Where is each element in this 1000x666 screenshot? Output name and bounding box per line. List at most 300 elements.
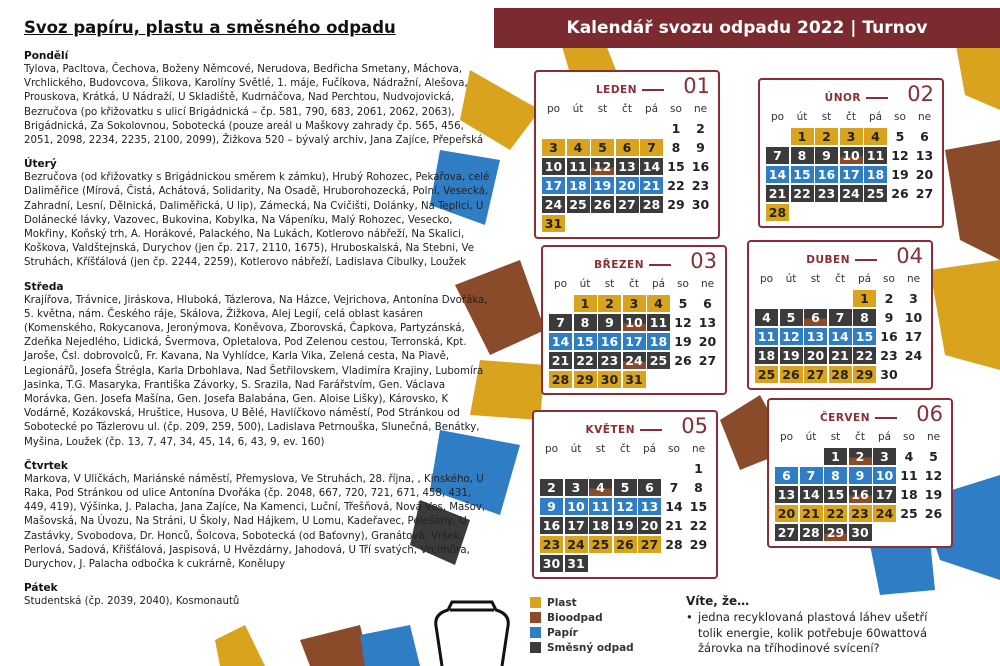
day-cell: 20 (638, 517, 661, 534)
day-cell: 11 (864, 147, 887, 164)
weekday-label: út (785, 273, 797, 285)
month-number: 01 (683, 74, 710, 98)
day-cell: 31 (565, 555, 588, 572)
day-cell: 20 (775, 505, 798, 522)
empty-cell (540, 459, 563, 478)
day-name: Čtvrtek (24, 459, 68, 472)
day-cell: 19 (891, 167, 909, 182)
day-cell: 7 (669, 480, 679, 495)
weekday-label: ne (691, 443, 706, 455)
day-cell: 6 (638, 479, 661, 496)
day-cell: 3 (623, 295, 646, 312)
day-cell: 19 (780, 347, 803, 364)
day-block-monday (24, 49, 494, 148)
weekday-label: so (677, 278, 689, 290)
calendar-grid (540, 440, 710, 573)
empty-cell (589, 459, 612, 478)
empty-cell (542, 119, 565, 138)
empty-cell (766, 127, 789, 146)
weekday-label: so (894, 111, 906, 123)
calendar-grid (542, 100, 712, 233)
day-cell: 3 (873, 448, 896, 465)
day-cell: 5 (780, 309, 803, 326)
day-cell: 4 (904, 449, 914, 464)
weekday-label: út (579, 278, 591, 290)
day-cell: 30 (540, 555, 563, 572)
day-cell: 11 (755, 328, 778, 345)
day-cell: 10 (542, 158, 565, 175)
day-cell: 25 (647, 352, 670, 369)
day-cell: 19 (614, 517, 637, 534)
day-cell: 26 (614, 536, 637, 553)
empty-cell (616, 119, 639, 138)
day-cell: 26 (780, 366, 803, 383)
legend-label: Směsný odpad (547, 641, 634, 654)
day-cell: 25 (755, 366, 778, 383)
day-cell: 6 (804, 309, 827, 326)
month-number: 05 (681, 414, 708, 438)
day-cell: 3 (840, 128, 863, 145)
day-cell: 24 (840, 185, 863, 202)
calendar-banner-title: Kalendář svozu odpadu 2022 | Turnov (494, 8, 1000, 48)
day-cell: 24 (623, 352, 646, 369)
weekday-label: st (830, 431, 841, 443)
weekday-label: po (770, 111, 785, 123)
day-cell: 11 (647, 314, 670, 331)
calendar-grid (766, 108, 936, 222)
day-cell: 19 (591, 177, 614, 194)
day-cell: 25 (864, 185, 887, 202)
empty-cell (567, 119, 590, 138)
day-cell: 26 (674, 353, 692, 368)
weekday-label: čt (855, 431, 865, 443)
day-cell: 28 (800, 524, 823, 541)
day-cell: 13 (804, 328, 827, 345)
day-cell: 12 (614, 498, 637, 515)
weekday-label: po (759, 273, 774, 285)
day-cell: 15 (824, 486, 847, 503)
day-cell: 28 (640, 196, 663, 213)
day-cell: 22 (791, 185, 814, 202)
legend-swatch (530, 612, 541, 623)
calendar-header (766, 84, 936, 108)
day-cell: 21 (665, 518, 683, 533)
day-cell: 17 (840, 166, 863, 183)
day-cell: 6 (920, 129, 929, 144)
day-cell: 26 (891, 186, 909, 201)
day-cell: 13 (775, 486, 798, 503)
weekday-label: pá (651, 278, 666, 290)
empty-cell (614, 459, 637, 478)
calendar-header (755, 246, 925, 270)
legend-item-bioodpad (530, 610, 634, 625)
day-cell: 23 (540, 536, 563, 553)
month-number: 03 (690, 249, 717, 273)
day-streets: Markova, V Uličkách, Mariánské náměstí, Přemyslova, Ve Struhách, 28. října, , Kinského, U Raka, Pod Stránkou od ulice Antonína Dvořáka (čp. 2048, 667, 720, 721, 671, 458, 431, 449, 419), Výšinka, J. Palacha, Jana Zajíce, Na Kamenci, Luční, Třešňová, Nová Ves, Mašov, Mašovská, Na Úvozu, Na Stráni, U Školy, Nad Hájkem, U Lomu, Kadeřavec, Pelešany, U Zastávky, Svobodova, Dr. Honců, Šolcova, Sobotecká (od Baťovny), Granátová, Vršek, Perlová, Sadová, Křišťálová, Jaspisová, U Hvězdárny, Jahodová, U Tří svatých, Vrchhůra, Durychov, J. Palacha odbočka k cukrárně, Konělupy (24, 473, 486, 571)
day-cell: 14 (766, 166, 789, 183)
day-cell: 16 (815, 166, 838, 183)
calendar-header (549, 251, 719, 275)
day-cell: 27 (698, 353, 717, 368)
day-cell: 1 (791, 128, 814, 145)
day-cell: 16 (598, 333, 621, 350)
weekday-label: so (903, 431, 915, 443)
day-block-tuesday (24, 157, 494, 270)
day-cell: 20 (698, 334, 717, 349)
day-cell: 18 (900, 487, 918, 502)
shape-brown-4 (300, 625, 370, 666)
street-list (24, 18, 494, 619)
day-cell: 28 (766, 204, 789, 221)
weekday-label: čt (846, 111, 856, 123)
day-cell: 8 (791, 147, 814, 164)
shape-mustard-5 (930, 260, 1000, 370)
day-cell: 9 (815, 147, 838, 164)
calendar-grid (775, 428, 945, 542)
day-cell: 27 (775, 524, 798, 541)
day-cell: 7 (549, 314, 572, 331)
legend-label: Papír (547, 626, 578, 639)
day-cell: 21 (766, 185, 789, 202)
day-cell: 11 (900, 468, 918, 483)
weekday-label: pá (868, 111, 883, 123)
day-cell: 23 (815, 185, 838, 202)
calendar-march (541, 245, 727, 395)
day-cell: 1 (574, 295, 597, 312)
day-cell: 16 (540, 517, 563, 534)
month-name: BŘEZEN (594, 259, 671, 271)
day-cell: 12 (924, 468, 943, 483)
weekday-label: po (779, 431, 794, 443)
legend-swatch (530, 597, 541, 608)
empty-cell (829, 289, 852, 308)
day-cell: 20 (804, 347, 827, 364)
day-cell: 8 (853, 309, 876, 326)
day-cell: 23 (691, 178, 710, 193)
day-cell: 24 (873, 505, 896, 522)
day-cell: 14 (800, 486, 823, 503)
calendar-grid (755, 270, 925, 384)
day-cell: 21 (800, 505, 823, 522)
day-cell: 30 (849, 524, 872, 541)
day-cell: 16 (880, 329, 898, 344)
calendar-header (775, 404, 945, 428)
weekday-label: po (553, 278, 568, 290)
day-cell: 22 (574, 352, 597, 369)
calendar-grid (549, 275, 719, 389)
day-cell: 14 (665, 499, 683, 514)
day-cell: 1 (824, 448, 847, 465)
day-cell: 26 (591, 196, 614, 213)
weekday-label: po (546, 103, 561, 115)
day-cell: 31 (623, 371, 646, 388)
day-name: Úterý (24, 158, 57, 171)
weekday-label: út (805, 431, 817, 443)
day-streets: Studentská (čp. 2039, 2040), Kosmonautů (24, 596, 240, 608)
day-cell: 9 (849, 467, 872, 484)
day-cell: 31 (542, 215, 565, 232)
empty-cell (804, 289, 827, 308)
day-cell: 18 (567, 177, 590, 194)
day-cell: 13 (698, 315, 717, 330)
day-cell: 9 (540, 498, 563, 515)
day-cell: 2 (696, 121, 705, 136)
day-cell: 19 (924, 487, 943, 502)
day-cell: 3 (542, 139, 565, 156)
day-cell: 6 (616, 139, 639, 156)
day-cell: 22 (667, 178, 685, 193)
day-cell: 30 (691, 197, 710, 212)
day-cell: 7 (766, 147, 789, 164)
day-name: Středa (24, 280, 64, 293)
legend-swatch (530, 642, 541, 653)
day-cell: 5 (895, 129, 905, 144)
calendar-header (540, 416, 710, 440)
day-cell: 12 (780, 328, 803, 345)
day-cell: 2 (598, 295, 621, 312)
month-number: 04 (896, 244, 923, 268)
day-cell: 22 (853, 347, 876, 364)
day-name: Pátek (24, 582, 58, 595)
empty-cell (780, 289, 803, 308)
weekday-label: čt (835, 273, 845, 285)
day-block-wednesday (24, 280, 494, 450)
legend-item-smesny-odpad (530, 640, 634, 655)
day-cell: 5 (678, 296, 688, 311)
day-cell: 20 (915, 167, 934, 182)
weekday-label: čt (629, 278, 639, 290)
empty-cell (565, 459, 588, 478)
legend-swatch (530, 627, 541, 638)
day-cell: 27 (804, 366, 827, 383)
day-cell: 29 (574, 371, 597, 388)
day-cell: 18 (589, 517, 612, 534)
day-cell: 2 (815, 128, 838, 145)
day-cell: 4 (755, 309, 778, 326)
month-name: ÚNOR (825, 92, 888, 104)
empty-cell (591, 119, 614, 138)
day-name: Pondělí (24, 50, 69, 62)
day-cell: 14 (640, 158, 663, 175)
day-streets: Tylova, Pacltova, Čechova, Boženy Němcové, Nerudova, Bedřicha Smetany, Máchova, Vrchlického, Budovcova, Šlikova, Karolíny Světlé, 1. máje, Fučíkova, Nádražní, Alešova, Prouskova, Krátká, U Nádraží, U Skladiště, Kudrnáčova, Nad Perchtou, Nudvojovická, Bezručova (po křižovatku s ulicí Brigádnická – čp. 581, 790, 683, 2061, 2062, 2063), Brigádnická, Za Sokolovnou, Sobotecká (pouze areál u Maškovy zahrady čp. 565, 456, 2051, 2098, 2234, 2235, 2100, 2099), Žižkova 520 – bývalý archiv, Jana Zajíce, Přepeřská (24, 64, 484, 147)
day-cell: 29 (853, 366, 876, 383)
weekday-label: st (810, 273, 821, 285)
day-cell: 29 (824, 524, 847, 541)
day-cell: 24 (542, 196, 565, 213)
day-cell: 6 (703, 296, 712, 311)
day-cell: 5 (929, 449, 938, 464)
day-cell: 4 (864, 128, 887, 145)
day-cell: 25 (900, 506, 918, 521)
weekday-label: pá (644, 103, 659, 115)
empty-cell (663, 459, 686, 478)
day-cell: 2 (540, 479, 563, 496)
day-cell: 27 (616, 196, 639, 213)
day-streets: Krajířova, Trávnice, Jiráskova, Hluboká, Tázlerova, Na Házce, Vejrichova, Antonína Dvořáka, 5. května, nám. Českého ráje, Skálova, Žižkova, Alej Legií, celá oblast kasáren (Komenského, Rokycanova, Jeronýmova, Koněvova, Zborovská, Čapkova, Partyzánská, Zdeňka Nejedlého, Lidická, Švermova, Opletalova, Pod Zelenou cestou, Terronská, Kpt. Jaroše, Čsl. dobrovolců, Fr. Kavana, Na Vyhlídce, Karla Vika, Zelená cesta, Na Piavě, Legionářů, Josefa Štrégla, Karla Drbohlava, Nad Šetřilovskem, Vladimíra Krajiny, Lubomíra Jasinka, T.G. Masaryka, Františka Závorky, S. Srazila, Nad Farářstvím, Gen. Václava Morávka, Gen. Josefa Mašína, Gen. Josefa Balabána, Gen. Aloise Lišky), Károvsko, K Vodárně, Kozákovská, Hruštice, Husova, U Bělé, Havlíčkovo náměstí, Pod Stránkou od Sobotecké po Tázlerovu ul. (čp. 209, 259, 500), Ladislava Petrnouška, Slunečná, Benátky, Myšina, Loužek (čp. 13, 7, 47, 34, 45, 14, 6, 43, 9, ev. 160) (24, 294, 488, 448)
day-cell: 5 (614, 479, 637, 496)
weekday-label: út (572, 103, 584, 115)
day-cell: 26 (924, 506, 943, 521)
did-you-know (686, 594, 946, 657)
day-cell: 5 (591, 139, 614, 156)
day-cell: 29 (667, 197, 685, 212)
shape-blue-5 (360, 625, 420, 666)
calendar-may (532, 410, 718, 579)
day-cell: 8 (671, 140, 681, 155)
did-you-know-text: • jedna recyklovaná plastová láhev ušetří tolik energie, kolik potřebuje 60wattová žárovka na tříhodinové svícení? (686, 610, 946, 657)
day-cell: 13 (915, 148, 934, 163)
day-cell: 17 (542, 177, 565, 194)
weekday-label: ne (693, 103, 708, 115)
day-cell: 3 (909, 291, 918, 306)
day-cell: 21 (549, 352, 572, 369)
day-cell: 9 (598, 314, 621, 331)
day-cell: 17 (623, 333, 646, 350)
day-cell: 12 (674, 315, 692, 330)
day-cell: 6 (775, 467, 798, 484)
weekday-label: st (595, 443, 606, 455)
weekday-label: ne (917, 111, 932, 123)
day-cell: 18 (755, 347, 778, 364)
day-cell: 30 (880, 367, 898, 382)
legend-item-plast (530, 595, 634, 610)
weekday-label: ne (906, 273, 921, 285)
day-cell: 2 (849, 448, 872, 465)
day-cell: 23 (598, 352, 621, 369)
calendar-february (758, 78, 944, 228)
day-streets: Bezručova (od křižovatky s Brigádnickou směrem k zámku), Hrubý Rohozec, Pekařova, celé Daliměřice (Mírová, Čistá, Achátová, Solidarity, Na Osadě, Hruborohozecká, Polní, Vesecká, Zahradní, Lesní, Dělnická, Daliměřická, U lip), Zámecká, Na Cvičišti, Dolánky, Na Teplici, U Dolánecké lávky, Vazovec, Bukovina, Kobylka, Na Vápeníku, Malý Rohozec, Vesecko, Mokřiny, Koňský trh, A. Horákové, Palackého, Na Lukách, Kotlerovo nábřeží, Na Skalici, Koškova, Valdštejnská, Durychov (jen čp. 217, 2110, 1675), Hruboskalská, Na Stebni, Ve Struhách, Kříšťálová (jen čp. 2244, 2259), Kotlerovo nábřeží, Ladislava Cibulky, Loužek (24, 172, 490, 269)
day-cell: 7 (640, 139, 663, 156)
month-number: 06 (916, 402, 943, 426)
shape-blue-4 (870, 540, 935, 595)
day-cell: 17 (873, 486, 896, 503)
weekday-label: út (570, 443, 582, 455)
day-cell: 18 (647, 333, 670, 350)
day-cell: 20 (616, 177, 639, 194)
day-cell: 4 (647, 295, 670, 312)
legend (530, 595, 634, 655)
day-cell: 16 (849, 486, 872, 503)
weekday-label: čt (620, 443, 630, 455)
weekday-label: ne (926, 431, 941, 443)
empty-cell (755, 289, 778, 308)
day-cell: 3 (565, 479, 588, 496)
weekday-label: pá (642, 443, 657, 455)
day-block-thursday (24, 459, 494, 572)
calendar-january (534, 70, 720, 239)
day-cell: 8 (694, 480, 703, 495)
did-you-know-title: Víte, že… (686, 594, 750, 608)
day-cell: 27 (638, 536, 661, 553)
day-cell: 7 (829, 309, 852, 326)
day-cell: 8 (574, 314, 597, 331)
weekday-label: pá (857, 273, 872, 285)
day-cell: 9 (884, 310, 894, 325)
day-cell: 11 (567, 158, 590, 175)
weekday-label: st (597, 103, 608, 115)
day-cell: 15 (689, 499, 708, 514)
day-cell: 28 (549, 371, 572, 388)
day-cell: 7 (800, 467, 823, 484)
weekday-label: po (544, 443, 559, 455)
day-cell: 23 (849, 505, 872, 522)
day-cell: 27 (915, 186, 934, 201)
day-cell: 18 (864, 166, 887, 183)
weekday-label: st (604, 278, 615, 290)
weekday-label: út (796, 111, 808, 123)
day-cell: 12 (591, 158, 614, 175)
day-cell: 25 (567, 196, 590, 213)
weekday-label: st (821, 111, 832, 123)
calendar-header (542, 76, 712, 100)
day-cell: 29 (689, 537, 708, 552)
legend-item-papir (530, 625, 634, 640)
legend-label: Plast (547, 596, 577, 609)
day-cell: 11 (589, 498, 612, 515)
day-cell: 19 (674, 334, 692, 349)
day-cell: 22 (689, 518, 708, 533)
day-cell: 4 (589, 479, 612, 496)
day-cell: 15 (667, 159, 685, 174)
day-cell: 22 (824, 505, 847, 522)
day-cell: 17 (904, 329, 923, 344)
day-cell: 1 (671, 121, 681, 136)
empty-cell (800, 447, 823, 466)
empty-cell (549, 294, 572, 313)
day-cell: 14 (829, 328, 852, 345)
weekday-label: so (668, 443, 680, 455)
day-cell: 1 (853, 290, 876, 307)
weekday-label: ne (700, 278, 715, 290)
day-cell: 10 (873, 467, 896, 484)
calendar-june (767, 398, 953, 548)
day-cell: 4 (567, 139, 590, 156)
month-name: ČERVEN (820, 412, 897, 424)
weekday-label: so (883, 273, 895, 285)
day-cell: 8 (824, 467, 847, 484)
day-cell: 10 (840, 147, 863, 164)
day-cell: 30 (598, 371, 621, 388)
shape-brown-2 (945, 140, 1000, 260)
day-cell: 15 (853, 328, 876, 345)
day-cell: 17 (565, 517, 588, 534)
day-cell: 25 (589, 536, 612, 553)
month-name: LEDEN (596, 84, 664, 96)
day-cell: 9 (696, 140, 705, 155)
month-name: DUBEN (806, 254, 877, 266)
day-cell: 15 (574, 333, 597, 350)
legend-label: Bioodpad (547, 611, 603, 624)
day-cell: 24 (904, 348, 923, 363)
bottle-icon (422, 596, 522, 666)
day-cell: 21 (829, 347, 852, 364)
weekday-label: so (670, 103, 682, 115)
day-cell: 13 (616, 158, 639, 175)
day-cell: 28 (665, 537, 683, 552)
empty-cell (638, 459, 661, 478)
day-cell: 24 (565, 536, 588, 553)
empty-cell (640, 119, 663, 138)
day-cell: 10 (904, 310, 923, 325)
day-cell: 28 (829, 366, 852, 383)
day-cell: 13 (638, 498, 661, 515)
day-cell: 14 (549, 333, 572, 350)
weekday-label: pá (877, 431, 892, 443)
empty-cell (775, 447, 798, 466)
day-cell: 2 (884, 291, 894, 306)
street-list-title: Svoz papíru, plastu a směsného odpadu (24, 18, 396, 37)
day-cell: 15 (791, 166, 814, 183)
